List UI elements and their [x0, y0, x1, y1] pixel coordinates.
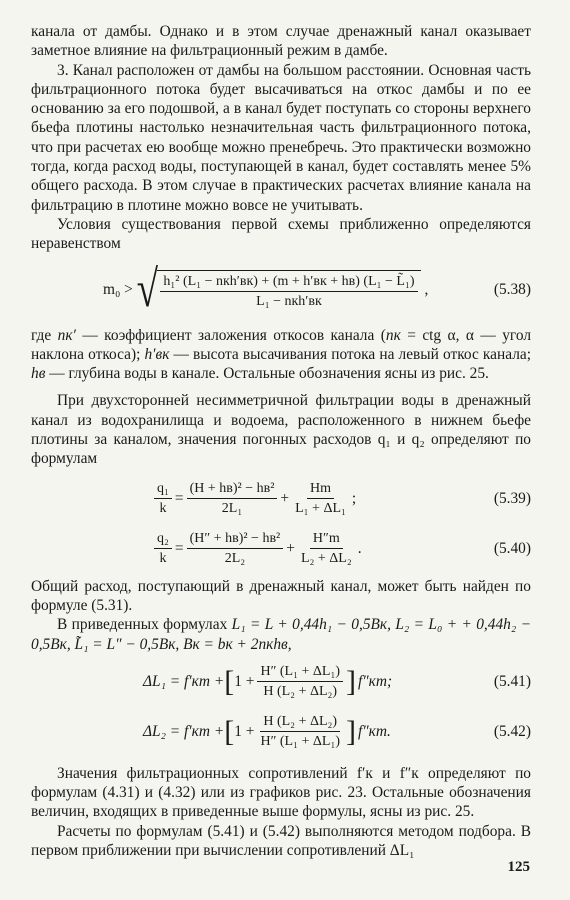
where-text-d: — высота высачивания потока на левый откос канала; — [169, 345, 531, 363]
eq-540-term-2 — [298, 530, 355, 567]
paragraph-conditions: Условия существования первой схемы приближенно определяются неравенством — [31, 215, 531, 253]
eq-540-t2-den: L₂ + ΔL₂ — [300, 551, 352, 567]
eq-539-lhs-num: q₁ — [154, 480, 172, 499]
eq-538-comma: , — [424, 280, 429, 298]
right-bracket-icon: ] — [345, 664, 356, 698]
symbol-nk: nк′ — [57, 326, 76, 344]
eq-539-lhs — [154, 480, 172, 517]
eq-539-t1-den: 2L₁ — [221, 501, 243, 517]
symbol-nk-2: nк — [385, 326, 401, 344]
eq-539-t2-den: L₁ + ΔL₁ — [295, 501, 346, 517]
eq-538-lhs: m₀ > — [103, 280, 133, 298]
square-root — [133, 260, 421, 318]
eq-541-den: H (L₂ + ΔL₂) — [263, 684, 338, 700]
eq-542-den: H″ (L₁ + ΔL₁) — [260, 734, 340, 750]
equation-number-5-39: (5.39) — [493, 489, 531, 507]
paragraph-resistances: Значения фильтрационных сопротивлений f′к и f″к определяют по формулам (4.31) и (4.32) или из графиков рис. 23. Остальные обозначения величин, входящих в приведенные выше формулы, ясны из рис. 25. — [31, 764, 531, 821]
left-bracket-icon: [ — [224, 664, 235, 698]
where-text-b: — коэффициент заложения откосов канала ( — [75, 326, 386, 344]
paragraph-given-formulas — [31, 615, 531, 654]
right-bracket-icon: ] — [345, 714, 356, 748]
eq-542-fraction — [257, 713, 343, 750]
eq-542-lhs: ΔL₂ = f′кm + — [143, 723, 225, 741]
equation-number-5-38: (5.38) — [493, 280, 531, 298]
where-text-e: — глубина воды в канале. Остальные обозначения ясны из рис. 25. — [45, 365, 489, 383]
left-bracket-icon: [ — [224, 714, 235, 748]
eq-539-term-1 — [187, 480, 278, 517]
eq-542-tail: f″кm. — [357, 723, 391, 741]
equation-5-42 — [31, 710, 531, 754]
paragraph-continuation: канала от дамбы. Однако и в этом случае дренажный канал оказывает заметное влияние на фильтрационный режим в дамбе. — [31, 23, 531, 60]
eq-542-num: H (L₂ + ΔL₂) — [260, 713, 340, 732]
paragraph-calculations: Расчеты по формулам (5.41) и (5.42) выполняются методом подбора. В первом приближении при вычислении сопротивлений ΔL₁ — [31, 822, 531, 860]
eq-539-equals: = — [174, 489, 184, 507]
given-formulas-defs: L₁ = L + 0,44h₁ − 0,5Bк, L₂ = L₀ + + 0,44h₂ − 0,5Bк, L̃₁ = L″ − 0,5Bк, Bк = bк + 2nкhв, — [31, 616, 531, 653]
eq-540-t2-num: H″m — [310, 530, 343, 549]
eq-539-semicolon: ; — [351, 489, 357, 507]
radicand — [157, 270, 420, 310]
eq-539-term-2 — [292, 480, 349, 517]
eq-542-one: 1 + — [234, 723, 255, 741]
eq-540-t1-den: 2L₂ — [224, 551, 246, 567]
eq-539-t1-num: (H + hв)² − hв² — [187, 480, 278, 499]
paragraph-case-3: 3. Канал расположен от дамбы на большом расстоянии. Основная часть фильтрационного потока будет высачиваться на откос дамбы и по ее основанию за его подошвой, а в канал будет поступать со стороны верхнего бьефа плотины настолько незначительная часть фильтрационного потока, что при расчетах ею вообще можно пренебречь. Это практически возможно тогда, когда расход воды, поступающей в канал, будет составлять менее 5% общего расхода. В этом случае в практических расчетах влияние канала на фильтрацию в плотине можно вовсе не учитывать. — [31, 61, 531, 214]
equation-number-5-40: (5.40) — [493, 539, 531, 557]
eq-538-fraction — [160, 273, 417, 310]
eq-539-plus: + — [280, 489, 290, 507]
text-column — [31, 22, 531, 860]
eq-540-plus: + — [286, 539, 295, 557]
symbol-hvk: h′вк — [144, 345, 170, 363]
paragraph-where — [31, 326, 531, 384]
equation-5-41 — [31, 660, 531, 704]
eq-538-numerator: h₁² (L₁ − nкh′вк) + (m + h′вк + hв) (L₁ − L̃₁) — [160, 273, 417, 292]
eq-541-tail: f″кm; — [357, 673, 393, 691]
page-number: 125 — [507, 859, 530, 875]
equation-5-39 — [31, 477, 531, 521]
eq-541-lhs: ΔL₁ = f′кm + — [143, 673, 225, 691]
equation-number-5-41: (5.41) — [493, 673, 531, 691]
where-text-c: = ctg α, α — угол наклона откоса); — [31, 326, 531, 363]
eq-540-period: . — [357, 539, 362, 557]
given-formulas-text: В приведенных формулах — [57, 616, 232, 634]
where-text: где — [31, 326, 58, 344]
eq-538-denominator: L₁ − nкh′вк — [256, 293, 322, 309]
eq-539-lhs-den: k — [159, 501, 167, 517]
paragraph-total-flow: Общий расход, поступающий в дренажный канал, может быть найден по формуле (5.31). — [31, 577, 531, 614]
eq-540-equals: = — [174, 539, 184, 557]
eq-540-term-1 — [187, 530, 284, 567]
eq-541-one: 1 + — [234, 673, 255, 691]
eq-540-t1-num: (H″ + hв)² − hв² — [187, 530, 284, 549]
eq-540-lhs-den: k — [159, 551, 167, 567]
eq-539-t2-num: Hm — [307, 480, 334, 499]
eq-540-lhs — [154, 530, 172, 567]
equation-number-5-42: (5.42) — [493, 723, 531, 741]
radical-sign-icon: √ — [136, 260, 158, 318]
eq-541-fraction — [257, 663, 343, 700]
paragraph-two-sided: При двухсторонней несимметричной фильтрации воды в дренажный канал из водохранилища и водоема, расположенного в нижнем бьефе плотины за каналом, значения погонных расходов q₁ и q₂ определяют по формулам — [31, 392, 531, 468]
symbol-hv: hв — [31, 365, 46, 383]
eq-540-lhs-num: q₂ — [154, 530, 172, 549]
equation-5-40 — [31, 527, 531, 571]
eq-541-num: H″ (L₁ + ΔL₁) — [257, 663, 343, 682]
equation-5-38 — [31, 260, 531, 320]
